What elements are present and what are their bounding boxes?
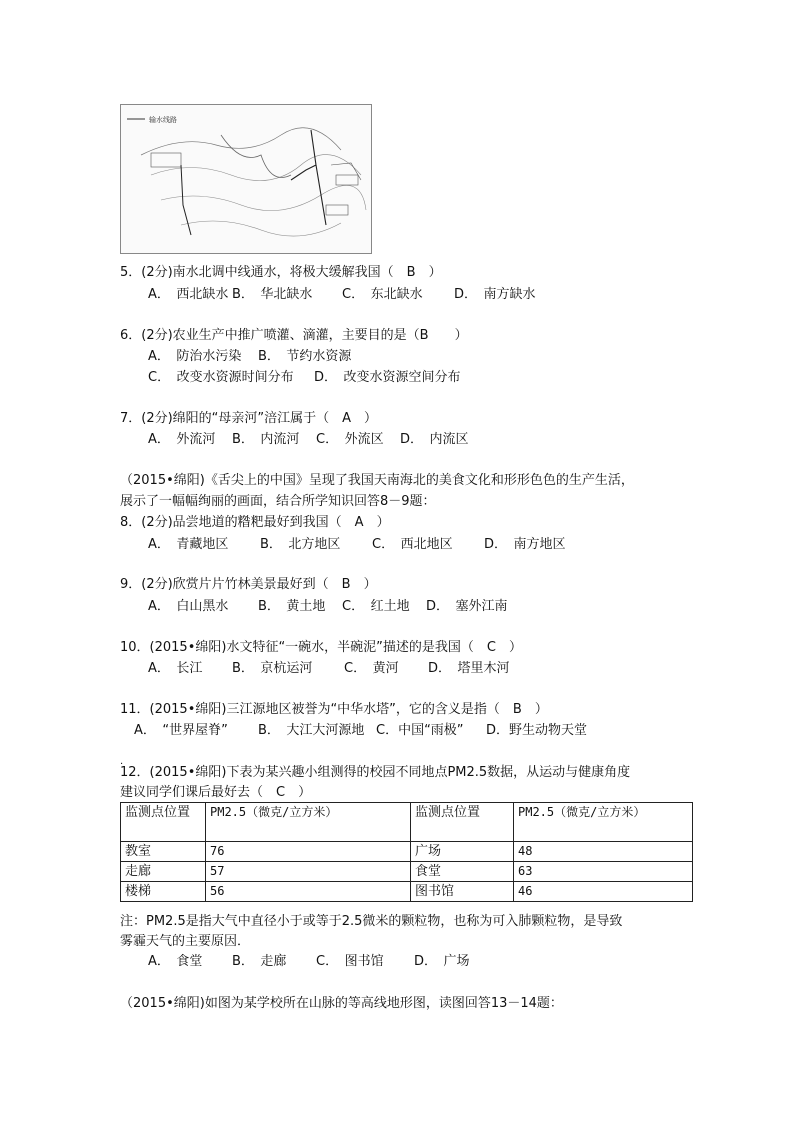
stray-dot: .	[120, 756, 124, 767]
q8-option-b: B． 北方地区	[260, 537, 341, 552]
table-cell: 76	[206, 842, 411, 862]
q10-option-c: C． 黄河	[344, 661, 399, 676]
q6-options-row1	[148, 348, 351, 366]
q12-option-b: B． 走廊	[232, 954, 287, 969]
q12-option-a: A． 食堂	[148, 954, 203, 969]
q7-option-a: A． 外流河	[148, 432, 216, 447]
q12-stem-line1: 12．(2015•绵阳)下表为某兴趣小组测得的校园不同地点PM2.5数据，从运动与健康角度	[120, 765, 631, 780]
table-cell: 57	[206, 862, 411, 882]
q6-options-row2	[148, 369, 461, 387]
q9-stem: 9．(2分)欣赏片片竹林美景最好到（ B ）	[120, 577, 377, 592]
table-cell: 教室	[121, 842, 206, 862]
q7-option-c: C． 外流区	[316, 432, 384, 447]
q12-stem-line2: 建议同学们课后最好去（ C ）	[120, 785, 312, 800]
table-cell: 走廊	[121, 862, 206, 882]
q12-options	[148, 953, 470, 971]
table-header-cell: PM2.5（微克/立方米）	[206, 803, 411, 842]
q12-note-line1: 注：PM2.5是指大气中直径小于或等于2.5微米的颗粒物，也称为可入肺颗粒物，是导致	[120, 914, 623, 929]
q6-option-c: C． 改变水资源时间分布	[148, 370, 294, 385]
intro-8-9-line2: 展示了一幅幅绚丽的画面，结合所学知识回答8－9题：	[120, 494, 436, 509]
intro-13-14: （2015•绵阳)如图为某学校所在山脉的等高线地形图，读图回答13－14题：	[120, 996, 563, 1011]
q6-stem: 6．(2分)农业生产中推广喷灌、滴灌，主要目的是（B ）	[120, 328, 468, 343]
q11-stem: 11．(2015•绵阳)三江源地区被誉为“中华水塔”，它的含义是指（ B ）	[120, 702, 548, 717]
q11-option-c: C．中国“雨极”	[376, 723, 464, 738]
table-cell: 46	[514, 882, 693, 902]
table-cell: 56	[206, 882, 411, 902]
q11-option-b: B． 大江大河源地	[258, 723, 365, 738]
q11-option-d: D．野生动物天堂	[486, 723, 588, 738]
table-cell: 图书馆	[411, 882, 514, 902]
q9-option-d: D． 塞外江南	[426, 599, 508, 614]
q8-option-d: D． 南方地区	[484, 537, 566, 552]
q10-option-a: A． 长江	[148, 661, 203, 676]
map-drawing	[121, 105, 371, 253]
q8-stem: 8．(2分)品尝地道的糌粑最好到我国（ A ）	[120, 515, 390, 530]
q6-option-d: D． 改变水资源空间分布	[314, 370, 461, 385]
q5-stem: 5．(2分)南水北调中线通水，将极大缓解我国（ B ）	[120, 265, 442, 280]
q5-option-b: B． 华北缺水	[232, 287, 313, 302]
q6-option-a: A． 防治水污染	[148, 349, 242, 364]
map-legend-text: 输水线路	[149, 116, 177, 124]
q11-option-a: A． “世界屋脊”	[134, 723, 228, 738]
q7-option-b: B． 内流河	[232, 432, 300, 447]
q8-option-c: C． 西北地区	[372, 537, 453, 552]
q9-option-c: C． 红土地	[342, 599, 410, 614]
q5-option-d: D． 南方缺水	[454, 287, 536, 302]
q5-option-a: A． 西北缺水	[148, 287, 229, 302]
table-cell: 楼梯	[121, 882, 206, 902]
q10-option-d: D． 塔里木河	[428, 661, 510, 676]
q10-options	[148, 660, 510, 678]
q12-option-c: C． 图书馆	[316, 954, 384, 969]
q5-option-c: C． 东北缺水	[342, 287, 423, 302]
q11-options	[134, 722, 587, 740]
table-cell: 48	[514, 842, 693, 862]
q8-option-a: A． 青藏地区	[148, 537, 229, 552]
q10-option-b: B． 京杭运河	[232, 661, 313, 676]
q9-option-a: A． 白山黑水	[148, 599, 229, 614]
table-header-cell: 监测点位置	[121, 803, 206, 842]
table-row	[121, 862, 693, 882]
water-diversion-map	[120, 104, 372, 254]
q12-note-line2: 雾霾天气的主要原因．	[120, 934, 251, 949]
q7-option-d: D． 内流区	[400, 432, 469, 447]
table-cell: 63	[514, 862, 693, 882]
table-row	[121, 842, 693, 862]
q7-options	[148, 431, 469, 449]
table-header-row	[121, 803, 693, 842]
q6-option-b: B． 节约水资源	[258, 349, 352, 364]
q9-option-b: B． 黄土地	[258, 599, 326, 614]
q9-options	[148, 598, 508, 616]
q5-options	[148, 286, 536, 304]
q8-options	[148, 536, 566, 554]
q10-stem: 10．(2015•绵阳)水文特征“一碗水，半碗泥”描述的是我国（ C ）	[120, 640, 522, 655]
table-header-cell: 监测点位置	[411, 803, 514, 842]
table-cell: 食堂	[411, 862, 514, 882]
table-header-cell: PM2.5（微克/立方米）	[514, 803, 693, 842]
q12-option-d: D． 广场	[414, 954, 470, 969]
table-row	[121, 882, 693, 902]
q7-stem: 7．(2分)绵阳的“母亲河”涪江属于（ A ）	[120, 411, 378, 426]
table-cell: 广场	[411, 842, 514, 862]
pm25-table	[120, 802, 693, 902]
intro-8-9-line1: （2015•绵阳)《舌尖上的中国》呈现了我国天南海北的美食文化和形形色色的生产生活，	[120, 473, 634, 488]
